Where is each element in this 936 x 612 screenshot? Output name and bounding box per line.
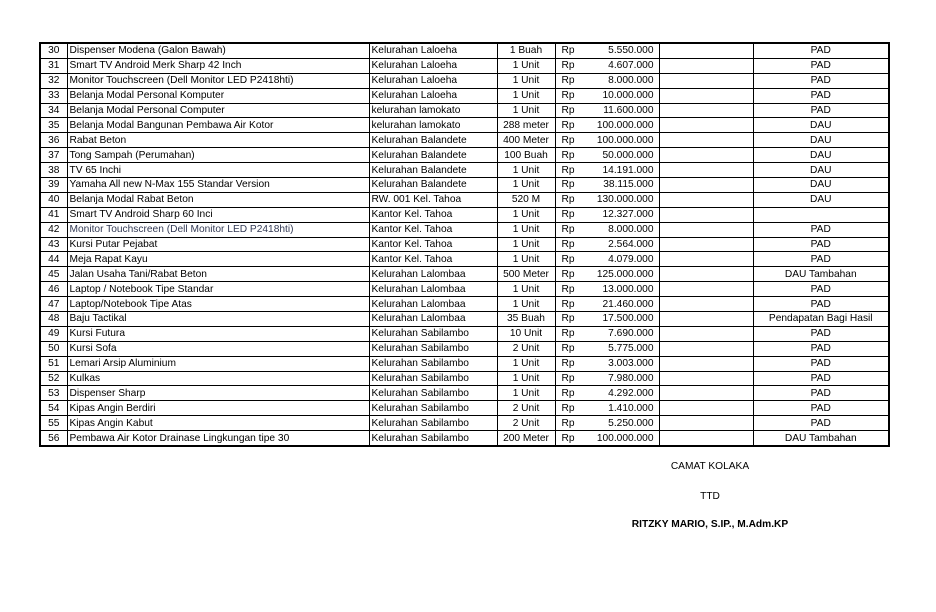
quantity-cell: 1 Unit — [497, 237, 555, 252]
row-number-cell: 50 — [40, 341, 67, 356]
signature-title: CAMAT KOLAKA — [670, 461, 750, 472]
currency-cell: Rp — [555, 148, 579, 163]
item-name-cell: Yamaha All new N-Max 155 Standar Version — [67, 178, 369, 193]
note-cell — [659, 297, 753, 312]
location-cell: Kelurahan Sabilambo — [369, 326, 497, 341]
table-row — [40, 103, 889, 118]
item-name-cell: Tong Sampah (Perumahan) — [67, 148, 369, 163]
row-number-cell: 53 — [40, 386, 67, 401]
table-row — [40, 178, 889, 193]
funding-source-cell: PAD — [753, 416, 889, 431]
quantity-cell: 1 Unit — [497, 163, 555, 178]
location-cell: RW. 001 Kel. Tahoa — [369, 192, 497, 207]
note-cell — [659, 192, 753, 207]
note-cell — [659, 326, 753, 341]
table-row — [40, 252, 889, 267]
item-name-cell: Meja Rapat Kayu — [67, 252, 369, 267]
row-number-cell: 48 — [40, 312, 67, 327]
funding-source-cell: DAU Tambahan — [753, 267, 889, 282]
funding-source-cell — [753, 207, 889, 222]
table-row — [40, 326, 889, 341]
table-row — [40, 282, 889, 297]
currency-cell: Rp — [555, 237, 579, 252]
row-number-cell: 46 — [40, 282, 67, 297]
note-cell — [659, 118, 753, 133]
currency-cell: Rp — [555, 163, 579, 178]
item-name-cell: Kursi Futura — [67, 326, 369, 341]
item-name-cell: Kursi Putar Pejabat — [67, 237, 369, 252]
funding-source-cell: DAU — [753, 118, 889, 133]
quantity-cell: 1 Unit — [497, 386, 555, 401]
row-number-cell: 40 — [40, 192, 67, 207]
note-cell — [659, 178, 753, 193]
location-cell: Kelurahan Laloeha — [369, 88, 497, 103]
table-row — [40, 371, 889, 386]
currency-cell: Rp — [555, 416, 579, 431]
currency-cell: Rp — [555, 386, 579, 401]
row-number-cell: 37 — [40, 148, 67, 163]
quantity-cell: 1 Unit — [497, 282, 555, 297]
amount-cell: 5.775.000 — [579, 341, 659, 356]
row-number-cell: 47 — [40, 297, 67, 312]
table-row — [40, 386, 889, 401]
note-cell — [659, 58, 753, 73]
funding-source-cell: PAD — [753, 43, 889, 58]
funding-source-cell: PAD — [753, 73, 889, 88]
table-row — [40, 73, 889, 88]
amount-cell: 100.000.000 — [579, 118, 659, 133]
note-cell — [659, 371, 753, 386]
table-row — [40, 118, 889, 133]
location-cell: Kantor Kel. Tahoa — [369, 207, 497, 222]
table-row — [40, 207, 889, 222]
currency-cell: Rp — [555, 118, 579, 133]
quantity-cell: 2 Unit — [497, 416, 555, 431]
quantity-cell: 1 Unit — [497, 356, 555, 371]
funding-source-cell: PAD — [753, 371, 889, 386]
item-name-cell: Laptop/Notebook Tipe Atas — [67, 297, 369, 312]
row-number-cell: 38 — [40, 163, 67, 178]
location-cell: Kelurahan Sabilambo — [369, 401, 497, 416]
location-cell: Kantor Kel. Tahoa — [369, 237, 497, 252]
quantity-cell: 2 Unit — [497, 401, 555, 416]
amount-cell: 125.000.000 — [579, 267, 659, 282]
table-row — [40, 133, 889, 148]
row-number-cell: 31 — [40, 58, 67, 73]
table-row — [40, 163, 889, 178]
table-row — [40, 58, 889, 73]
location-cell: Kelurahan Laloeha — [369, 73, 497, 88]
item-name-cell: Rabat Beton — [67, 133, 369, 148]
location-cell: Kelurahan Balandete — [369, 178, 497, 193]
row-number-cell: 44 — [40, 252, 67, 267]
item-name-cell: Belanja Modal Personal Computer — [67, 103, 369, 118]
amount-cell: 3.003.000 — [579, 356, 659, 371]
quantity-cell: 10 Unit — [497, 326, 555, 341]
location-cell: Kelurahan Laloeha — [369, 58, 497, 73]
quantity-cell: 1 Unit — [497, 371, 555, 386]
funding-source-cell: PAD — [753, 237, 889, 252]
location-cell: Kelurahan Sabilambo — [369, 431, 497, 446]
quantity-cell: 1 Unit — [497, 58, 555, 73]
item-name-cell: TV 65 Inchi — [67, 163, 369, 178]
row-number-cell: 54 — [40, 401, 67, 416]
note-cell — [659, 431, 753, 446]
asset-table — [39, 42, 890, 447]
location-cell: Kantor Kel. Tahoa — [369, 252, 497, 267]
row-number-cell: 55 — [40, 416, 67, 431]
funding-source-cell: DAU — [753, 148, 889, 163]
note-cell — [659, 103, 753, 118]
quantity-cell: 1 Unit — [497, 297, 555, 312]
note-cell — [659, 207, 753, 222]
location-cell: Kelurahan Lalombaa — [369, 297, 497, 312]
row-number-cell: 36 — [40, 133, 67, 148]
table-row — [40, 88, 889, 103]
quantity-cell: 400 Meter — [497, 133, 555, 148]
quantity-cell: 200 Meter — [497, 431, 555, 446]
location-cell: Kelurahan Lalombaa — [369, 312, 497, 327]
funding-source-cell: Pendapatan Bagi Hasil — [753, 312, 889, 327]
funding-source-cell: DAU — [753, 133, 889, 148]
item-name-cell: Pembawa Air Kotor Drainase Lingkungan tipe 30 — [67, 431, 369, 446]
row-number-cell: 33 — [40, 88, 67, 103]
note-cell — [659, 416, 753, 431]
item-name-cell: Dispenser Sharp — [67, 386, 369, 401]
item-name-cell: Kursi Sofa — [67, 341, 369, 356]
currency-cell: Rp — [555, 326, 579, 341]
currency-cell: Rp — [555, 207, 579, 222]
amount-cell: 17.500.000 — [579, 312, 659, 327]
note-cell — [659, 133, 753, 148]
funding-source-cell: PAD — [753, 326, 889, 341]
quantity-cell: 1 Unit — [497, 103, 555, 118]
table-row — [40, 341, 889, 356]
item-name-cell: Laptop / Notebook Tipe Standar — [67, 282, 369, 297]
quantity-cell: 1 Unit — [497, 88, 555, 103]
location-cell: Kelurahan Balandete — [369, 148, 497, 163]
amount-cell: 130.000.000 — [579, 192, 659, 207]
quantity-cell: 1 Unit — [497, 207, 555, 222]
funding-source-cell: PAD — [753, 103, 889, 118]
item-name-cell: Baju Tactikal — [67, 312, 369, 327]
item-name-cell: Smart TV Android Sharp 60 Inci — [67, 207, 369, 222]
amount-cell: 100.000.000 — [579, 431, 659, 446]
funding-source-cell: PAD — [753, 356, 889, 371]
funding-source-cell: PAD — [753, 386, 889, 401]
amount-cell: 10.000.000 — [579, 88, 659, 103]
row-number-cell: 42 — [40, 222, 67, 237]
table-row — [40, 192, 889, 207]
amount-cell: 14.191.000 — [579, 163, 659, 178]
currency-cell: Rp — [555, 401, 579, 416]
amount-cell: 4.079.000 — [579, 252, 659, 267]
quantity-cell: 35 Buah — [497, 312, 555, 327]
table-row — [40, 43, 889, 58]
funding-source-cell: DAU Tambahan — [753, 431, 889, 446]
amount-cell: 7.980.000 — [579, 371, 659, 386]
note-cell — [659, 73, 753, 88]
currency-cell: Rp — [555, 178, 579, 193]
note-cell — [659, 282, 753, 297]
quantity-cell: 520 M — [497, 192, 555, 207]
currency-cell: Rp — [555, 43, 579, 58]
funding-source-cell: PAD — [753, 88, 889, 103]
quantity-cell: 288 meter — [497, 118, 555, 133]
row-number-cell: 49 — [40, 326, 67, 341]
note-cell — [659, 43, 753, 58]
funding-source-cell: DAU — [753, 178, 889, 193]
row-number-cell: 30 — [40, 43, 67, 58]
item-name-cell: Lemari Arsip Aluminium — [67, 356, 369, 371]
currency-cell: Rp — [555, 431, 579, 446]
row-number-cell: 45 — [40, 267, 67, 282]
amount-cell: 4.292.000 — [579, 386, 659, 401]
amount-cell: 2.564.000 — [579, 237, 659, 252]
item-name-cell: Kipas Angin Kabut — [67, 416, 369, 431]
row-number-cell: 39 — [40, 178, 67, 193]
currency-cell: Rp — [555, 356, 579, 371]
note-cell — [659, 386, 753, 401]
currency-cell: Rp — [555, 73, 579, 88]
funding-source-cell: PAD — [753, 252, 889, 267]
funding-source-cell: PAD — [753, 297, 889, 312]
location-cell: Kelurahan Balandete — [369, 133, 497, 148]
table-row — [40, 312, 889, 327]
location-cell: Kelurahan Lalombaa — [369, 282, 497, 297]
amount-cell: 50.000.000 — [579, 148, 659, 163]
note-cell — [659, 237, 753, 252]
currency-cell: Rp — [555, 103, 579, 118]
note-cell — [659, 252, 753, 267]
location-cell: Kelurahan Sabilambo — [369, 386, 497, 401]
currency-cell: Rp — [555, 267, 579, 282]
location-cell: Kelurahan Sabilambo — [369, 371, 497, 386]
amount-cell: 11.600.000 — [579, 103, 659, 118]
amount-cell: 21.460.000 — [579, 297, 659, 312]
table-row — [40, 237, 889, 252]
item-name-cell: Monitor Touchscreen (Dell Monitor LED P2418hti) — [67, 222, 369, 237]
note-cell — [659, 163, 753, 178]
item-name-cell: Smart TV Android Merk Sharp 42 Inch — [67, 58, 369, 73]
quantity-cell: 1 Unit — [497, 222, 555, 237]
table-row — [40, 148, 889, 163]
table-row — [40, 267, 889, 282]
amount-cell: 5.250.000 — [579, 416, 659, 431]
location-cell: kelurahan lamokato — [369, 103, 497, 118]
quantity-cell: 1 Buah — [497, 43, 555, 58]
table-row — [40, 222, 889, 237]
item-name-cell: Monitor Touchscreen (Dell Monitor LED P2418hti) — [67, 73, 369, 88]
amount-cell: 12.327.000 — [579, 207, 659, 222]
currency-cell: Rp — [555, 222, 579, 237]
currency-cell: Rp — [555, 282, 579, 297]
note-cell — [659, 222, 753, 237]
amount-cell: 7.690.000 — [579, 326, 659, 341]
location-cell: Kelurahan Laloeha — [369, 43, 497, 58]
row-number-cell: 35 — [40, 118, 67, 133]
location-cell: Kelurahan Balandete — [369, 163, 497, 178]
funding-source-cell: DAU — [753, 163, 889, 178]
item-name-cell: Belanja Modal Rabat Beton — [67, 192, 369, 207]
quantity-cell: 1 Unit — [497, 252, 555, 267]
quantity-cell: 1 Unit — [497, 178, 555, 193]
funding-source-cell: PAD — [753, 341, 889, 356]
currency-cell: Rp — [555, 192, 579, 207]
currency-cell: Rp — [555, 58, 579, 73]
note-cell — [659, 341, 753, 356]
note-cell — [659, 148, 753, 163]
signature-name: RITZKY MARIO, S.IP., M.Adm.KP — [631, 519, 789, 530]
location-cell: Kelurahan Sabilambo — [369, 341, 497, 356]
currency-cell: Rp — [555, 371, 579, 386]
item-name-cell: Jalan Usaha Tani/Rabat Beton — [67, 267, 369, 282]
amount-cell: 4.607.000 — [579, 58, 659, 73]
item-name-cell: Kulkas — [67, 371, 369, 386]
row-number-cell: 56 — [40, 431, 67, 446]
signature-ttd: TTD — [700, 491, 720, 502]
item-name-cell: Belanja Modal Personal Komputer — [67, 88, 369, 103]
funding-source-cell: PAD — [753, 282, 889, 297]
location-cell: Kelurahan Sabilambo — [369, 416, 497, 431]
currency-cell: Rp — [555, 297, 579, 312]
note-cell — [659, 88, 753, 103]
funding-source-cell: PAD — [753, 58, 889, 73]
row-number-cell: 34 — [40, 103, 67, 118]
funding-source-cell: PAD — [753, 222, 889, 237]
currency-cell: Rp — [555, 252, 579, 267]
note-cell — [659, 267, 753, 282]
amount-cell: 5.550.000 — [579, 43, 659, 58]
location-cell: kelurahan lamokato — [369, 118, 497, 133]
amount-cell: 13.000.000 — [579, 282, 659, 297]
location-cell: Kelurahan Sabilambo — [369, 356, 497, 371]
funding-source-cell: DAU — [753, 192, 889, 207]
location-cell: Kantor Kel. Tahoa — [369, 222, 497, 237]
amount-cell: 8.000.000 — [579, 222, 659, 237]
item-name-cell: Dispenser Modena (Galon Bawah) — [67, 43, 369, 58]
table-row — [40, 416, 889, 431]
quantity-cell: 1 Unit — [497, 73, 555, 88]
item-name-cell: Belanja Modal Bangunan Pembawa Air Kotor — [67, 118, 369, 133]
amount-cell: 100.000.000 — [579, 133, 659, 148]
note-cell — [659, 312, 753, 327]
note-cell — [659, 401, 753, 416]
currency-cell: Rp — [555, 341, 579, 356]
item-name-cell: Kipas Angin Berdiri — [67, 401, 369, 416]
table-row — [40, 401, 889, 416]
table-row — [40, 297, 889, 312]
row-number-cell: 52 — [40, 371, 67, 386]
row-number-cell: 41 — [40, 207, 67, 222]
amount-cell: 1.410.000 — [579, 401, 659, 416]
table-row — [40, 356, 889, 371]
quantity-cell: 2 Unit — [497, 341, 555, 356]
funding-source-cell: PAD — [753, 401, 889, 416]
currency-cell: Rp — [555, 88, 579, 103]
row-number-cell: 51 — [40, 356, 67, 371]
currency-cell: Rp — [555, 133, 579, 148]
note-cell — [659, 356, 753, 371]
currency-cell: Rp — [555, 312, 579, 327]
row-number-cell: 32 — [40, 73, 67, 88]
quantity-cell: 500 Meter — [497, 267, 555, 282]
quantity-cell: 100 Buah — [497, 148, 555, 163]
amount-cell: 38.115.000 — [579, 178, 659, 193]
table-row — [40, 431, 889, 446]
row-number-cell: 43 — [40, 237, 67, 252]
location-cell: Kelurahan Lalombaa — [369, 267, 497, 282]
amount-cell: 8.000.000 — [579, 73, 659, 88]
